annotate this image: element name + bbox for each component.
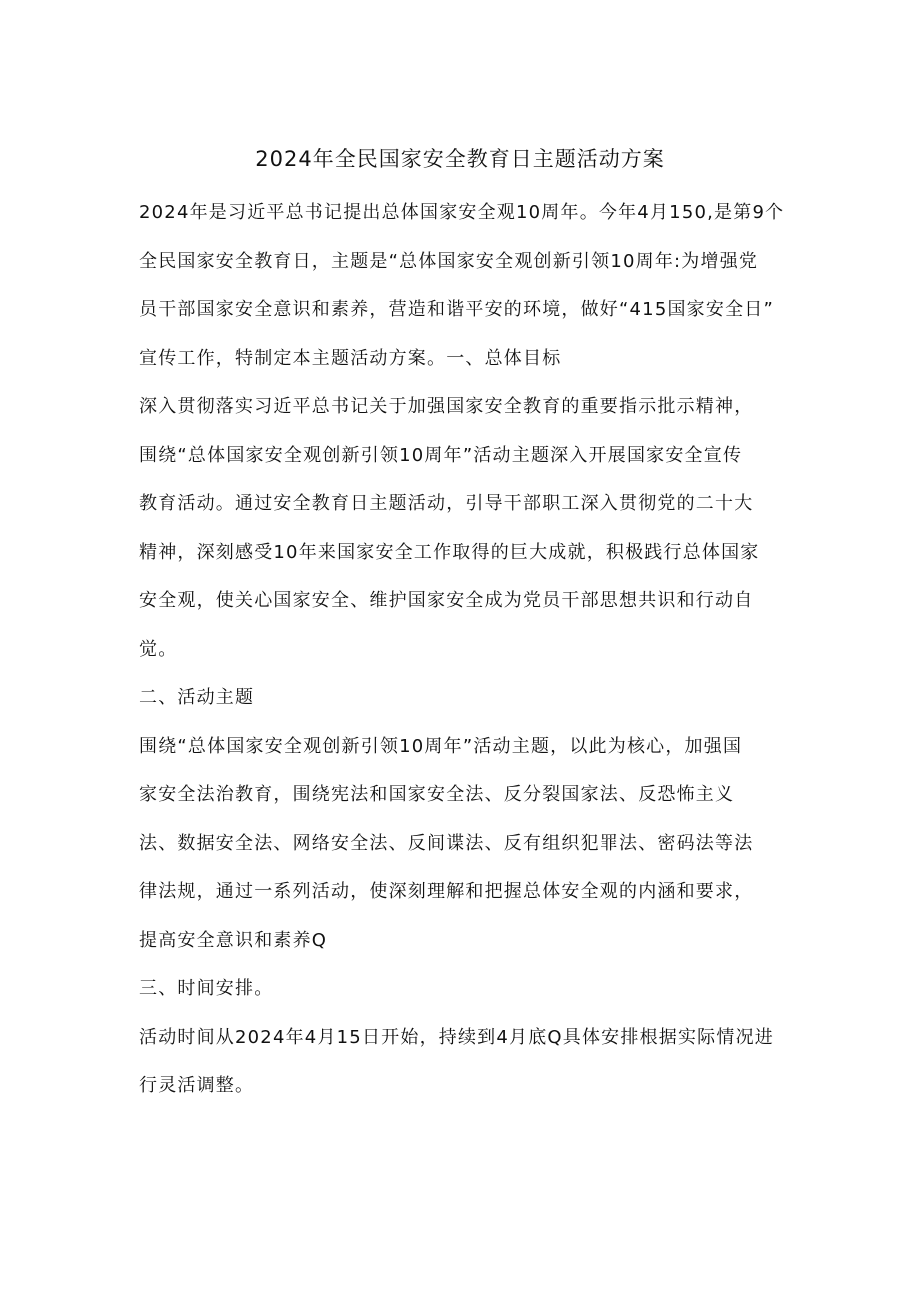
text-line: 法、数据安全法、网络安全法、反间谍法、反有组织犯罪法、密码法等法 <box>139 832 754 854</box>
section-heading: 二、活动主题 <box>139 687 255 708</box>
text-line: 觉。 <box>139 638 178 660</box>
text-line: 2024年是习近平总书记提出总体国家安全观10周年。今年4月150,是第9个 <box>139 202 785 223</box>
document-title: 2024年全民国家安全教育日主题活动方案 <box>255 147 665 171</box>
section-heading: 三、时间安排。 <box>139 978 274 999</box>
text-line: 围绕“总体国家安全观创新引领10周年”活动主题，以此为核心，加强国 <box>139 735 743 757</box>
text-line: 员干部国家安全意识和素养，营造和谐平安的环境，做好“415国家安全日” <box>139 299 775 320</box>
text-line: 律法规，通过一系列活动，使深刻理解和把握总体安全观的内涵和要求， <box>139 881 754 902</box>
text-line: 围绕“总体国家安全观创新引领10周年”活动主题深入开展国家安全宣传 <box>139 444 743 466</box>
text-line: 安全观，使关心国家安全、维护国家安全成为党员干部思想共识和行动自 <box>139 590 754 611</box>
text-line: 宣传工作，特制定本主题活动方案。一、总体目标 <box>139 347 562 369</box>
document-body <box>139 189 799 1111</box>
text-line: 精神，深刻感受10年来国家安全工作取得的巨大成就，积极践行总体国家 <box>139 541 760 563</box>
text-line: 行灵活调整。 <box>139 1075 255 1096</box>
text-line: 提高安全意识和素养Q <box>139 929 328 951</box>
text-line: 家安全法治教育，围绕宪法和国家安全法、反分裂国家法、反恐怖主义 <box>139 784 735 805</box>
text-line: 教育活动。通过安全教育日主题活动，引导干部职工深入贯彻党的二十大 <box>139 493 754 514</box>
text-line: 深入贯彻落实习近平总书记关于加强国家安全教育的重要指示批示精神， <box>139 396 754 417</box>
text-line: 活动时间从2024年4月15日开始，持续到4月底Q具体安排根据实际情况进 <box>139 1026 774 1048</box>
text-line: 全民国家安全教育日，主题是“总体国家安全观创新引领10周年:为增强党 <box>139 250 759 272</box>
